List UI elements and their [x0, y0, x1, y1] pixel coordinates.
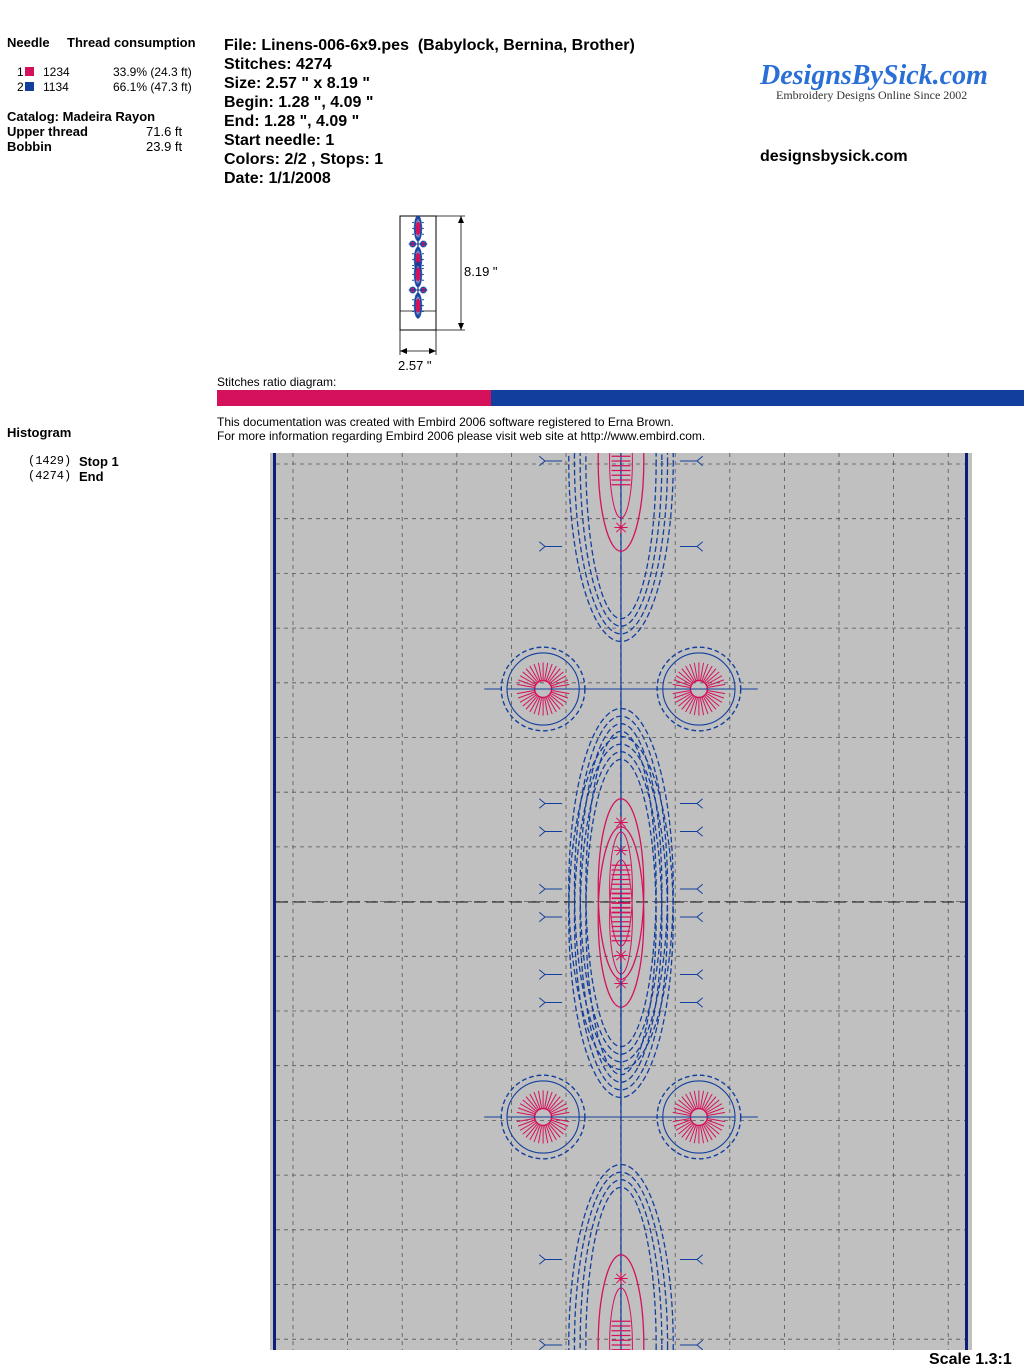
file-name: File: Linens-006-6x9.pes (Babylock, Bernina, Brother) [224, 37, 635, 54]
end-position: End: 1.28 ", 4.09 " [224, 113, 360, 130]
needle-usage: 66.1% (47.3 ft) [113, 80, 192, 94]
design-preview [270, 453, 972, 1350]
ratio-segment-color2 [491, 390, 1024, 406]
color-swatch [25, 67, 34, 76]
upper-thread-label: Upper thread [7, 124, 88, 139]
star-stitch [418, 255, 419, 256]
bobbin-value: 23.9 ft [146, 139, 183, 154]
colors-stops: Colors: 2/2 , Stops: 1 [224, 151, 384, 168]
start-needle: Start needle: 1 [224, 132, 335, 149]
histogram-label: Stop 1 [79, 454, 119, 469]
ratio-segment-color1 [217, 390, 491, 406]
software-notice [217, 415, 705, 443]
website-text: designsbysick.com [760, 148, 908, 165]
star-stitch [418, 270, 419, 271]
upper-thread-value: 71.6 ft [146, 124, 183, 139]
needle-number: 2 [17, 80, 24, 94]
stitch-ratio-bar [217, 390, 1024, 406]
needle-code: 1234 [43, 65, 70, 79]
bobbin-label: Bobbin [7, 139, 52, 154]
stitch-count: Stitches: 4274 [224, 56, 332, 73]
needle-row-1 [17, 65, 34, 79]
histogram-label: End [79, 469, 104, 484]
color-swatch [25, 82, 34, 91]
notice-line-2: For more information regarding Embird 2006 please visit web site at http://www.embird.com. [217, 429, 706, 443]
star-stitch [418, 310, 419, 311]
height-dimension-label: 8.19 " [464, 264, 498, 279]
file-info [224, 36, 635, 188]
histogram-title: Histogram [7, 425, 72, 440]
begin-position: Begin: 1.28 ", 4.09 " [224, 94, 374, 111]
design-date: Date: 1/1/2008 [224, 170, 331, 187]
star-stitch [418, 224, 419, 225]
star-stitch [418, 301, 419, 302]
thread-consumption-header: Thread consumption [67, 35, 196, 50]
star-stitch [418, 233, 419, 234]
ratio-label: Stitches ratio diagram: [217, 375, 337, 389]
star-stitch [418, 279, 419, 280]
design-size: Size: 2.57 " x 8.19 " [224, 75, 370, 92]
catalog-label: Catalog: Madeira Rayon [7, 109, 156, 124]
designsbysick-logo [760, 60, 1000, 103]
design-thumbnail [395, 212, 515, 377]
histogram-count: (1429) [28, 454, 72, 468]
logo-tagline: Embroidery Designs Online Since 2002 [776, 88, 968, 102]
logo-name: DesignsBySick.com [760, 60, 988, 91]
needle-code: 1134 [43, 80, 69, 94]
needle-header: Needle [7, 35, 50, 50]
width-dimension-label: 2.57 " [398, 358, 432, 373]
needle-usage: 33.9% (24.3 ft) [113, 65, 192, 79]
scale-label: Scale 1.3:1 [929, 1351, 1012, 1368]
needle-row-2 [17, 80, 34, 94]
needle-number: 1 [17, 65, 24, 79]
notice-line-1: This documentation was created with Embird 2006 software registered to Erna Brown. [217, 415, 674, 429]
histogram-count: (4274) [28, 469, 72, 483]
